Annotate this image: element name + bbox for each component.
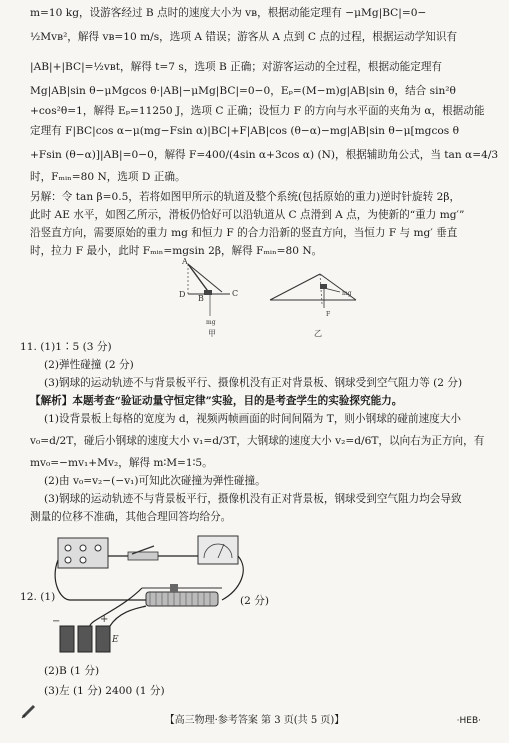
resistance-knob <box>80 557 86 563</box>
figure-caption: 甲 <box>208 329 216 338</box>
battery-e-label: E <box>112 635 119 645</box>
figure-jia-label: mg <box>206 319 216 326</box>
q11-explanation: (1)设背景板上每格的宽度为 d，视频两帧画面的时间间隔为 T，则小钢球的碰前速度大小 <box>44 413 461 425</box>
q11-answer-2: (2)弹性碰撞 (2 分) <box>44 359 134 371</box>
resistance-knob <box>80 545 86 551</box>
text-line: 此时 AE 水平，如图乙所示，滑板仍恰好可以沿轨道从 C 点滑到 A 点，为使新的“重力 mg′” <box>30 209 465 221</box>
q11-explanation: 测量的位移不准确，其他合理回答均给分。 <box>30 511 232 523</box>
page-footer: 【高三物理·参考答案 第 3 页(共 5 页)】 <box>164 715 345 726</box>
rheostat <box>146 592 218 606</box>
figure-jia-label: B <box>198 294 204 303</box>
text-line: Mg|AB|sin θ−μMgcos θ·|AB|−μMg|BC|=0−0，Eₚ=(M−m)g|AB|sin θ，结合 sin²θ <box>30 85 456 97</box>
ammeter <box>198 536 238 564</box>
text-line: 定理有 F|BC|cos α−μ(mg−Fsin α)|BC|+F|AB|cos (θ−α)−mg|AB|sin θ−μ[mgcos θ <box>30 125 459 137</box>
q11-explanation: mv₀=−mv₁+Mv₂，解得 m∶M=1∶5。 <box>30 457 213 469</box>
text-line: 时，Fₘᵢₙ=80 N，选项 D 正确。 <box>30 171 186 183</box>
resistance-knob <box>65 557 71 563</box>
q11-answer-3: (3)钢球的运动轨迹不与背景板平行、摄像机没有正对背景板、钢球受到空气阻力等 (2 分) <box>44 377 463 389</box>
text-line: 沿竖直方向，需要原始的重力 mg 和恒力 F 的合力沿新的竖直方向，当恒力 F 与 mg′ 垂直 <box>30 227 458 239</box>
figure-yi-label: mg <box>342 290 352 297</box>
figure-jia-label: A <box>182 258 188 266</box>
text-line: +cos²θ=1，解得 Eₚ=11250 J，选项 C 正确；设恒力 F 的方向与水平面的夹角为 α，根据动能 <box>30 105 485 117</box>
rheostat-slider <box>170 584 178 592</box>
text-line: ½Mvʙ²，解得 vʙ=10 m/s，选项 A 错误；游客从 A 点到 C 点的过程，根据运动学知识有 <box>30 31 458 43</box>
q12-answer-3: (3)左 (1 分) 2400 (1 分) <box>44 685 165 697</box>
figure-jia-label: C <box>232 289 239 298</box>
figure-yi <box>262 258 372 338</box>
q11-explanation: v₀=d/2T，碰后小钢球的速度大小 v₁=d/3T，大钢球的速度大小 v₂=d/6T，以向右为正方向，有 <box>30 435 485 447</box>
q11-explanation: (2)由 v₀=v₂−(−v₁)可知此次碰撞为弹性碰撞。 <box>44 475 266 487</box>
resistance-knob <box>95 545 101 551</box>
figure-jia-label: D <box>179 290 186 299</box>
text-line: m=10 kg，设游客经过 B 点时的速度大小为 vʙ，根据动能定理有 −μMg|BC|=0− <box>30 7 427 19</box>
figure-yi-slider <box>320 284 327 289</box>
q12-answer-2: (2)B (1 分) <box>44 665 100 677</box>
battery-cell <box>78 626 92 652</box>
page-footer-code: ·HEB· <box>456 716 481 726</box>
resistance-knob <box>65 545 71 551</box>
text-line: +Fsin (θ−α)]|AB|=0−0，解得 F=400/(4sin α+3cos α) (N)，根据辅助角公式，当 tan α=4/3 <box>30 149 499 161</box>
q12-answer-1-score: (2 分) <box>240 595 269 607</box>
battery-minus-label: − <box>52 616 61 627</box>
figure-yi-label: F <box>326 311 331 318</box>
q11-answer-1: 11. (1)1∶5 (3 分) <box>20 341 112 353</box>
q12-answer-1-label: 12. (1) <box>20 591 56 603</box>
figure-yi-line <box>270 274 320 300</box>
text-line: 时，拉力 F 最小，此时 Fₘᵢₙ=mgsin 2β，解得 Fₘᵢₙ=80 N。 <box>30 245 323 257</box>
battery-cell <box>96 626 110 652</box>
text-line: 另解：令 tan β=0.5，若将如图甲所示的轨道及整个系统(包括原始的重力)逆时针旋转 2β， <box>30 191 461 203</box>
q11-analysis-heading: 【解析】本题考查“验证动量守恒定律”实验，目的是考查学生的实验探究能力。 <box>30 395 403 407</box>
figure-jia <box>150 258 260 338</box>
figure-caption: 乙 <box>314 329 322 338</box>
battery-plus-label: + <box>100 614 109 625</box>
text-line: |AB|+|BC|=½vʙt，解得 t=7 s，选项 B 正确；对游客运动的全过程，根据动能定理有 <box>30 61 443 73</box>
q11-explanation: (3)钢球的运动轨迹不与背景板平行，摄像机没有正对背景板，钢球受到空气阻力均会导致 <box>44 493 462 505</box>
battery-cell <box>60 626 74 652</box>
circuit-diagram <box>50 530 250 680</box>
figure-jia-slider <box>204 290 212 295</box>
wire <box>90 588 142 626</box>
